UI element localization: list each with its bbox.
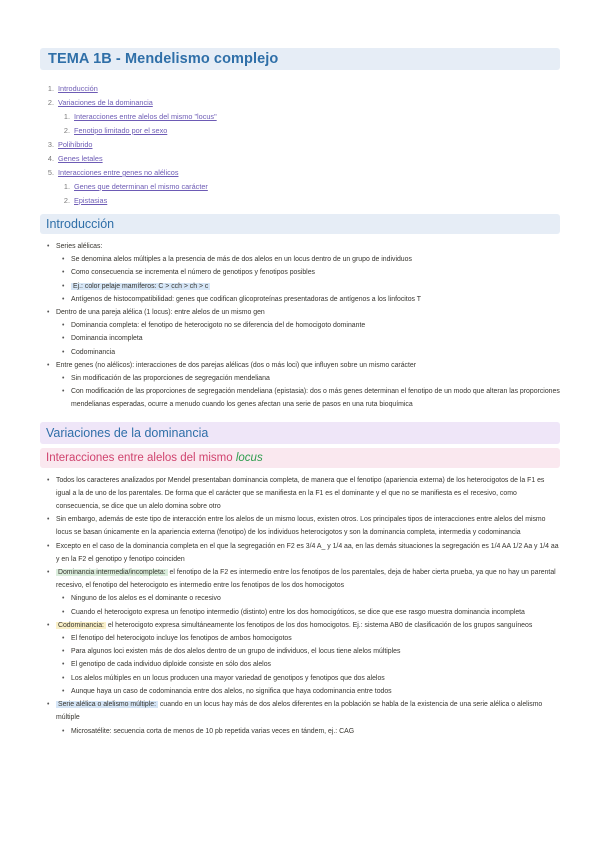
list-text: Codominancia bbox=[71, 348, 116, 356]
toc-link[interactable]: Introducción bbox=[58, 84, 98, 93]
list-item bbox=[56, 306, 560, 359]
list-item bbox=[71, 658, 560, 671]
title-bar bbox=[40, 48, 560, 70]
page-title: TEMA 1B - Mendelismo complejo bbox=[48, 51, 279, 67]
list-item bbox=[71, 672, 560, 685]
subsection-title-keyword: locus bbox=[235, 451, 263, 464]
table-of-contents bbox=[40, 82, 560, 208]
list-text: cuando en un locus hay más de dos alelos diferentes en la población se habla de la existencia de una serie alélica o alelismo múltiple bbox=[56, 701, 543, 722]
toc-link[interactable]: Epistasias bbox=[74, 196, 108, 205]
toc-item bbox=[40, 194, 560, 208]
list-item bbox=[71, 280, 560, 293]
list-item bbox=[56, 474, 560, 514]
list-text: Excepto en el caso de la dominancia completa en el que la segregación en F2 es 3/4 A_ y 1/4 aa, en las demás situaciones la segregación es 1/4 AA 1/2 Aa y 1/4 aa y en la F2 el genotipo y fenotipo coinciden bbox=[56, 542, 559, 563]
toc-item bbox=[40, 138, 560, 152]
list-item bbox=[56, 619, 560, 698]
list-text: Sin embargo, además de este tipo de interacción entre los alelos de un mismo locus, existen otros. Los principales tipos de interacciones entre alelos del mismo locus se basan únicamente en la apariencia externa (fenotipo) de los individuos heterocigotos y son la dominancia completa, intermedia y codominancia bbox=[56, 516, 546, 537]
list-text: Sin modificación de las proporciones de segregación mendeliana bbox=[71, 375, 270, 383]
list-text: Como consecuencia se incrementa el número de genotipos y fenotipos posibles bbox=[71, 269, 315, 277]
list-item bbox=[71, 725, 560, 738]
toc-number: 3. bbox=[47, 140, 54, 149]
section-title: Variaciones de la dominancia bbox=[46, 425, 209, 440]
toc-link[interactable]: Genes letales bbox=[58, 154, 103, 163]
toc-item bbox=[40, 110, 560, 124]
list-text: Cuando el heterocigoto expresa un fenotipo intermedio (distinto) entre los dos homocigóticos, se dice que ese rasgo muestra dominancia incompleta bbox=[71, 608, 525, 616]
toc-link[interactable]: Interacciones entre genes no alélicos bbox=[58, 168, 179, 177]
toc-number: 5. bbox=[47, 168, 54, 177]
toc-item bbox=[40, 166, 560, 180]
toc-link[interactable]: Polihíbrido bbox=[58, 140, 93, 149]
toc-number: 1. bbox=[63, 112, 70, 121]
intro-list bbox=[40, 240, 560, 412]
toc-number: 4. bbox=[47, 154, 54, 163]
subsection-heading bbox=[40, 448, 560, 468]
list-text: Los alelos múltiples en un locus producen una mayor variedad de genotipos y fenotipos que dos alelos bbox=[71, 674, 385, 682]
list-text: El fenotipo del heterocigoto incluye los fenotipos de ambos homocigotos bbox=[71, 635, 292, 643]
list-item bbox=[56, 240, 560, 306]
list-text: Se denomina alelos múltiples a la presencia de más de dos alelos en un locus dentro de un grupo de individuos bbox=[71, 256, 412, 264]
list-item bbox=[71, 592, 560, 605]
toc-number: 2. bbox=[47, 98, 54, 107]
list-item bbox=[71, 332, 560, 345]
list-item bbox=[56, 698, 560, 738]
toc-number: 2. bbox=[63, 196, 70, 205]
list-text: Microsatélite: secuencia corta de menos de 10 pb repetida varias veces en tándem, ej.: CAG bbox=[71, 727, 355, 735]
subsection-title bbox=[46, 452, 554, 464]
list-item bbox=[56, 359, 560, 412]
list-text: el heterocigoto expresa simultáneamente los fenotipos de los dos homocigotos. Ej.: sistema AB0 de clasificación de los grupos sanguíneos bbox=[107, 621, 533, 629]
highlighted-term: Codominancia: bbox=[58, 621, 104, 629]
list-text: Dominancia completa: el fenotipo de heterocigoto no se diferencia del de homocigoto dominante bbox=[71, 322, 366, 330]
list-item bbox=[71, 319, 560, 332]
toc-item bbox=[40, 124, 560, 138]
list-text: Aunque haya un caso de codominancia entre dos alelos, no significa que haya codominancia entre todos bbox=[71, 687, 392, 695]
highlighted-text: Ej.: color pelaje mamíferos: C > cch > ch > c bbox=[73, 282, 209, 290]
list-text: Con modificación de las proporciones de segregación mendeliana (epistasia): dos o más genes determinan el fenotipo de un modo que alteran las proporciones mendelianas esperadas, ocurre a menudo cuando los genes afectan una serie de pasos en una ruta bioquímica bbox=[71, 388, 560, 409]
list-text: Ninguno de los alelos es el dominante o recesivo bbox=[71, 595, 221, 603]
list-item bbox=[71, 266, 560, 279]
toc-item bbox=[40, 180, 560, 194]
list-text: Antígenos de histocompatibilidad: genes que codifican glicoproteínas presentadoras de antígenos a los linfocitos T bbox=[71, 295, 421, 303]
toc-item bbox=[40, 96, 560, 110]
list-text: Para algunos loci existen más de dos alelos dentro de un grupo de individuos, el locus tiene alelos múltiples bbox=[71, 648, 401, 656]
highlighted-term: Serie alélica o alelismo múltiple: bbox=[58, 701, 157, 709]
list-text: Dentro de una pareja alélica (1 locus): entre alelos de un mismo gen bbox=[56, 309, 265, 317]
subsection-title-text: Interacciones entre alelos del mismo bbox=[46, 451, 233, 464]
toc-item bbox=[40, 82, 560, 96]
list-text: Dominancia incompleta bbox=[71, 335, 143, 343]
list-item bbox=[71, 346, 560, 359]
list-item bbox=[71, 253, 560, 266]
list-text: El genotipo de cada individuo diploide consiste en sólo dos alelos bbox=[71, 661, 271, 669]
toc-link[interactable]: Interacciones entre alelos del mismo "locus" bbox=[74, 112, 217, 121]
toc-number: 1. bbox=[47, 84, 54, 93]
list-item bbox=[71, 606, 560, 619]
list-item bbox=[71, 385, 560, 411]
list-text: Series alélicas: bbox=[56, 243, 103, 250]
list-item bbox=[71, 293, 560, 306]
toc-number: 1. bbox=[63, 182, 70, 191]
toc-number: 2. bbox=[63, 126, 70, 135]
list-item bbox=[56, 540, 560, 566]
toc-link[interactable]: Variaciones de la dominancia bbox=[58, 98, 153, 107]
toc-item bbox=[40, 152, 560, 166]
list-text: Entre genes (no alélicos): interacciones de dos parejas alélicas (dos o más loci) que influyen sobre un mismo carácter bbox=[56, 361, 417, 369]
list-item bbox=[56, 566, 560, 619]
list-item bbox=[71, 685, 560, 698]
list-item bbox=[71, 372, 560, 385]
toc-link[interactable]: Fenotipo limitado por el sexo bbox=[74, 126, 168, 135]
section-heading-intro bbox=[40, 214, 560, 234]
list-item bbox=[71, 645, 560, 658]
toc-link[interactable]: Genes que determinan el mismo carácter bbox=[74, 182, 208, 191]
section-title: Introducción bbox=[46, 217, 115, 231]
list-text: Todos los caracteres analizados por Mendel presentaban dominancia completa, de manera que el fenotipo (apariencia externa) de los heterocigotos de la F1 es igual a la de uno de los parentales. De forma que el carácter que se manifiesta en la F1 es el dominante y el que no se manifiesta es el recesivo, como consecuencia, se dice que un alelo domina sobre otro bbox=[56, 476, 545, 511]
highlighted-term: Dominancia intermedia/incompleta: bbox=[58, 569, 166, 577]
variaciones-list bbox=[40, 474, 560, 738]
section-heading-variaciones bbox=[40, 422, 560, 444]
list-item bbox=[71, 632, 560, 645]
list-text: el fenotipo de la F2 es intermedio entre los fenotipos de los parentales, deja de haber cierta prueba, ya que no hay un parental recesivo, el fenotipo del heterocigoto es intermedio entre los fenotipos de los dos homocigotos bbox=[56, 569, 556, 590]
list-item bbox=[56, 513, 560, 539]
